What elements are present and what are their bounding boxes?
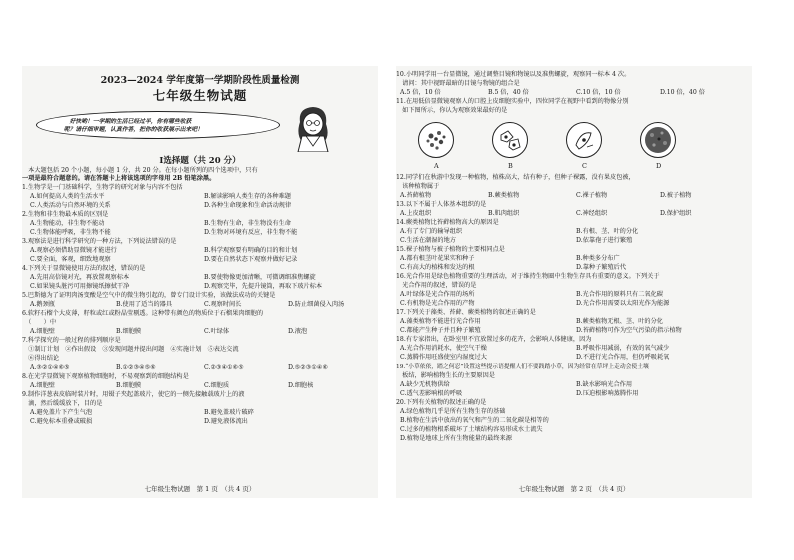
question-12: 12.同学们在秋游中发现一种植物，植株高大，结有种子，但种子裸露，没有果皮包被， bbox=[396, 174, 635, 181]
q19-option-d: D.压迫根影响蒸腾作用 bbox=[576, 390, 639, 397]
q14-option-c: C.生活在潮湿的地方 bbox=[400, 237, 456, 244]
q7-option-c: C.②③④①⑥⑤ bbox=[204, 364, 244, 371]
q6-option-b: B.细胞膜 bbox=[116, 328, 142, 335]
q2-option-d: D.生物对环境有反应，非生物不能 bbox=[204, 229, 298, 236]
q14-option-b: B.有根、茎、叶的分化 bbox=[576, 228, 639, 235]
cell-image-c bbox=[566, 122, 602, 158]
q7-option-a: A.③②①④⑥⑤ bbox=[30, 364, 70, 371]
q20-option-c: C.过多的植物根系破坏了土壤结构容易形成水土流失 bbox=[400, 426, 543, 433]
page-footer-1: 七年级生物试题 第 1 页 （共 4 页） bbox=[144, 485, 256, 493]
question-18: 18.有专家指出，在卧室里不宜放置过多的花卉，会影响人体健康，因为 bbox=[396, 336, 592, 343]
speech-bubble-text bbox=[58, 118, 272, 134]
q16-option-d: D.光合作用需要以太阳光作为能源 bbox=[576, 300, 670, 307]
q20-option-d: D.植物是地球上所有生物能量的最终来源 bbox=[400, 435, 512, 442]
q20-option-a: A.绿色植物几乎是所有生物生存的基础 bbox=[400, 408, 506, 415]
question-3: 3.观察法是进行科学研究的一种方法，下列说法错误的是 bbox=[22, 238, 177, 245]
q3-option-c: C.要全面，客观，细致地观察 bbox=[30, 256, 111, 263]
bubble-line-2: 呢？请仔细审题，认真作答，把你的收获展示出来吧！ bbox=[58, 127, 203, 133]
q12-option-c: C.裸子植物 bbox=[576, 192, 608, 199]
q13-option-c: C.神经组织 bbox=[576, 210, 608, 217]
bubble-line-1: 好快哟！一学期的生活已经过半，你有哪些收获 bbox=[58, 119, 192, 125]
q1-option-c: C.人类活动与自然环境的关系 bbox=[30, 202, 111, 209]
question-1: 1.生物学是一门基础科学，生物学的研究对象与内容不包括 bbox=[22, 184, 183, 191]
cell-label-a: A bbox=[434, 162, 439, 170]
q2-option-a: A.生物能动，非生物不能动 bbox=[30, 220, 105, 227]
section-title: Ⅰ选择题（共 20 分） bbox=[159, 156, 241, 166]
q3-option-a: A.观察必须借助显微镜才能进行 bbox=[30, 247, 117, 254]
q9-option-d: D.避免液体流出 bbox=[204, 418, 248, 425]
q9-option-b: B.避免盖玻片破碎 bbox=[204, 409, 254, 416]
q8-option-b: B.细胞膜 bbox=[116, 382, 142, 389]
q19-option-a: A.缺少无机物供给 bbox=[400, 381, 450, 388]
question-2: 2.生物和非生物最本质的区别是 bbox=[22, 211, 109, 218]
question-12-cont: 该种植物属于 bbox=[396, 183, 440, 190]
q14-option-d: D.依靠孢子进行繁殖 bbox=[576, 237, 633, 244]
page-footer-2: 七年级生物试题 第 2 页 （共 4 页） bbox=[518, 485, 630, 493]
q10-option-a: A.5 倍，10 倍 bbox=[400, 89, 441, 96]
q8-option-a: A.细胞壁 bbox=[30, 382, 55, 389]
q12-option-b: B.蕨类植物 bbox=[488, 192, 520, 199]
q8-option-d: D.细胞核 bbox=[288, 382, 314, 389]
q3-option-b: B.科学观察要有明确的目的和计划 bbox=[204, 247, 298, 254]
question-17: 17.下列关于藻类、苔藓、蕨类植物的叙述正确的是 bbox=[396, 309, 536, 316]
question-6-cont: （ ）中 bbox=[22, 319, 57, 326]
q10-option-d: D.10 倍，40 倍 bbox=[660, 89, 705, 96]
cell-image-b bbox=[492, 122, 528, 158]
question-4: 4.下列关于显微镜使用方法的叙述，错误的是 bbox=[22, 265, 146, 272]
instruction-line-1: 本大题包括 20 个小题，每小题 1 分，共 20 分。在每小题所列的四个选项中，只有 bbox=[22, 167, 258, 174]
q15-option-d: D.靠种子繁殖后代 bbox=[576, 264, 627, 271]
q17-option-c: C.都能产生种子并且种子繁殖 bbox=[400, 327, 481, 334]
q15-option-b: B.种类多分布广 bbox=[576, 255, 620, 262]
question-9-cont: 滴，然后缓缓放下，目的是 bbox=[22, 400, 103, 407]
q6-option-c: C.叶绿体 bbox=[204, 328, 230, 335]
q5-option-a: A.鹅颈瓶 bbox=[30, 301, 55, 308]
cell-image-a bbox=[418, 122, 454, 158]
q20-option-b: B.植物在生活中放出的氧气和产生的二氧化碳是相等的 bbox=[400, 417, 549, 424]
teacher-cartoon-icon bbox=[286, 102, 340, 152]
subject-title: 七年级生物试题 bbox=[152, 88, 248, 103]
q18-option-a: A.光合作用消耗水，使空气干燥 bbox=[400, 345, 487, 352]
question-19: 19.“小草依依，踏之何忍”设置这些提示语提醒人们不要践踏小草，因为经常在草坪上走动会使土壤 bbox=[396, 364, 649, 370]
q3-option-d: D.要在自然状态下观察并做好记录 bbox=[204, 256, 298, 263]
q6-option-a: A.细胞壁 bbox=[30, 328, 55, 335]
q1-option-d: D.各种生命现象和生命活动规律 bbox=[204, 202, 292, 209]
q5-option-d: D.防止细菌侵入肉汤 bbox=[288, 301, 345, 308]
question-10-cont: 请问：其中视野最暗的目镜与物镜的组合是 bbox=[396, 80, 520, 87]
instruction-line-2: 一项是最符合题意的。请在答题卡上将该选项的字母用 2B 铅笔涂黑。 bbox=[22, 175, 216, 182]
q9-option-a: A.避免盖片下产生气泡 bbox=[30, 409, 93, 416]
question-13: 13.以下不属于人体基本组织的是 bbox=[396, 201, 487, 208]
exam-title: 2023—2024 学年度第一学期阶段性质量检测 bbox=[100, 75, 300, 86]
question-10: 10.小明同学用一台显微镜，通过调整目镜和物镜以及准焦螺旋，观察同一标本 4 次。 bbox=[396, 71, 631, 78]
q4-option-d: D.观察完毕，先提升镜筒，再取下玻片标本 bbox=[204, 283, 323, 290]
q19-option-c: C.透气差影响根的呼吸 bbox=[400, 390, 463, 397]
q1-option-a: A.如何提高人类的生活水平 bbox=[30, 193, 105, 200]
q16-option-a: A.叶绿体是光合作用的场所 bbox=[400, 291, 475, 298]
q7-option-d: D.⑤②③①④⑥ bbox=[288, 364, 328, 371]
q18-option-d: D.不进行光合作用，但仍呼吸耗氧 bbox=[576, 354, 670, 361]
q18-option-c: C.蒸腾作用旺盛使室内湿度过大 bbox=[400, 354, 487, 361]
q16-option-c: C.有机物是光合作用的产物 bbox=[400, 300, 475, 307]
q4-option-a: A.先用高倍镜对光，再放置观察标本 bbox=[30, 274, 130, 281]
question-7-steps-cont: ⑥得出结论 bbox=[22, 355, 60, 362]
q12-option-a: A.苔藓植物 bbox=[400, 192, 432, 199]
q17-option-d: D.苔藓植物可作为空气污染的指示植物 bbox=[576, 327, 682, 334]
question-16-cont: 光合作用的叙述，错误的是 bbox=[396, 282, 477, 289]
question-11-cont: 如下图所示，你认为观察效果最好的是 bbox=[396, 107, 508, 114]
exam-page-1 bbox=[22, 66, 378, 498]
q13-option-b: B.肌肉组织 bbox=[488, 210, 520, 217]
question-8: 8.在光学显微镜下观察植物细胞时，不易观察到的细胞结构是 bbox=[22, 373, 189, 380]
question-20: 20.下列有关植物的叙述正确的是 bbox=[396, 399, 487, 406]
cell-label-c: C bbox=[582, 162, 587, 170]
q17-option-a: A.藻类植物不能进行光合作用 bbox=[400, 318, 481, 325]
q19-option-b: B.缺水影响光合作用 bbox=[576, 381, 633, 388]
q2-option-c: C.生物体能呼吸，非生物不能 bbox=[30, 229, 111, 236]
cell-label-d: D bbox=[656, 162, 662, 170]
q5-option-b: B.使用了适当的器具 bbox=[116, 301, 173, 308]
q17-option-b: B.蕨类植物无根、茎、叶的分化 bbox=[576, 318, 663, 325]
q15-option-a: A.都有根茎叶花果实和种子 bbox=[400, 255, 475, 262]
question-19-cont: 板结，影响植物生长的主要原因是 bbox=[396, 372, 495, 379]
q13-option-a: A.上皮组织 bbox=[400, 210, 432, 217]
question-9: 9.制作洋葱表皮临时装片时，用镊子夹起盖玻片，使它的一侧先接触载玻片上的液 bbox=[22, 391, 245, 398]
q9-option-c: C.避免标本重叠或破损 bbox=[30, 418, 93, 425]
exam-page-2 bbox=[396, 66, 752, 498]
q10-option-c: C.10 倍，10 倍 bbox=[576, 89, 621, 96]
q13-option-d: D.保护组织 bbox=[660, 210, 692, 217]
question-16: 16.光合作用是绿色植物重要的生理活动，对于维持生物圈中生物生存具有重要的意义。下列关于 bbox=[396, 273, 660, 280]
q8-option-c: C.细胞质 bbox=[204, 382, 230, 389]
q10-option-b: B.5 倍，40 倍 bbox=[488, 89, 529, 96]
q15-option-c: C.有高大的植株和发达的根 bbox=[400, 264, 475, 271]
question-6: 6.软籽石榴个大皮薄，籽粒或红或粉晶莹剔透。这种带有颜色的物质位于石榴果肉细胞的 bbox=[22, 310, 264, 317]
question-7-steps: ①制订计划 ②作出假设 ③发现问题并提出问题 ④实施计划 ⑤表达交流 bbox=[22, 346, 239, 353]
q18-option-b: B.呼吸作用减弱，有效的氧气减少 bbox=[576, 345, 670, 352]
cell-image-d bbox=[640, 122, 676, 158]
question-14: 14.蕨类植物比苔藓植物高大的原因是 bbox=[396, 219, 499, 226]
q14-option-a: A.有了专门的输导组织 bbox=[400, 228, 463, 235]
q4-option-b: B.要使物像更加清晰，可微调细准焦螺旋 bbox=[204, 274, 316, 281]
q4-option-c: C.如果镜头脏污可用擦镜纸擦拭干净 bbox=[30, 283, 130, 290]
q12-option-d: D.被子植物 bbox=[660, 192, 692, 199]
question-11: 11.在用低倍显微镜观察人的口腔上皮细胞实验中，四位同学在视野中看到的物像分别 bbox=[396, 98, 629, 105]
q1-option-b: B.解读影响人类生存的各种难题 bbox=[204, 193, 291, 200]
q5-option-c: C.观察时间长 bbox=[204, 301, 242, 308]
q2-option-b: B.生物有生命，非生物没有生命 bbox=[204, 220, 291, 227]
cell-label-b: B bbox=[508, 162, 513, 170]
question-7: 7.科学探究的一般过程的排列顺序是 bbox=[22, 337, 121, 344]
question-15: 15.裸子植物与被子植物的主要相同点是 bbox=[396, 246, 505, 253]
question-5: 5.巴斯德为了证明肉汤变酸是空气中的微生物引起的，曾专门设计实验，该做法成功的关键是 bbox=[22, 292, 276, 299]
q7-option-b: B.①②③④⑤⑥ bbox=[116, 364, 156, 371]
q16-option-b: B.光合作用的原料只有二氧化碳 bbox=[576, 291, 663, 298]
q6-option-d: D.液泡 bbox=[288, 328, 308, 335]
